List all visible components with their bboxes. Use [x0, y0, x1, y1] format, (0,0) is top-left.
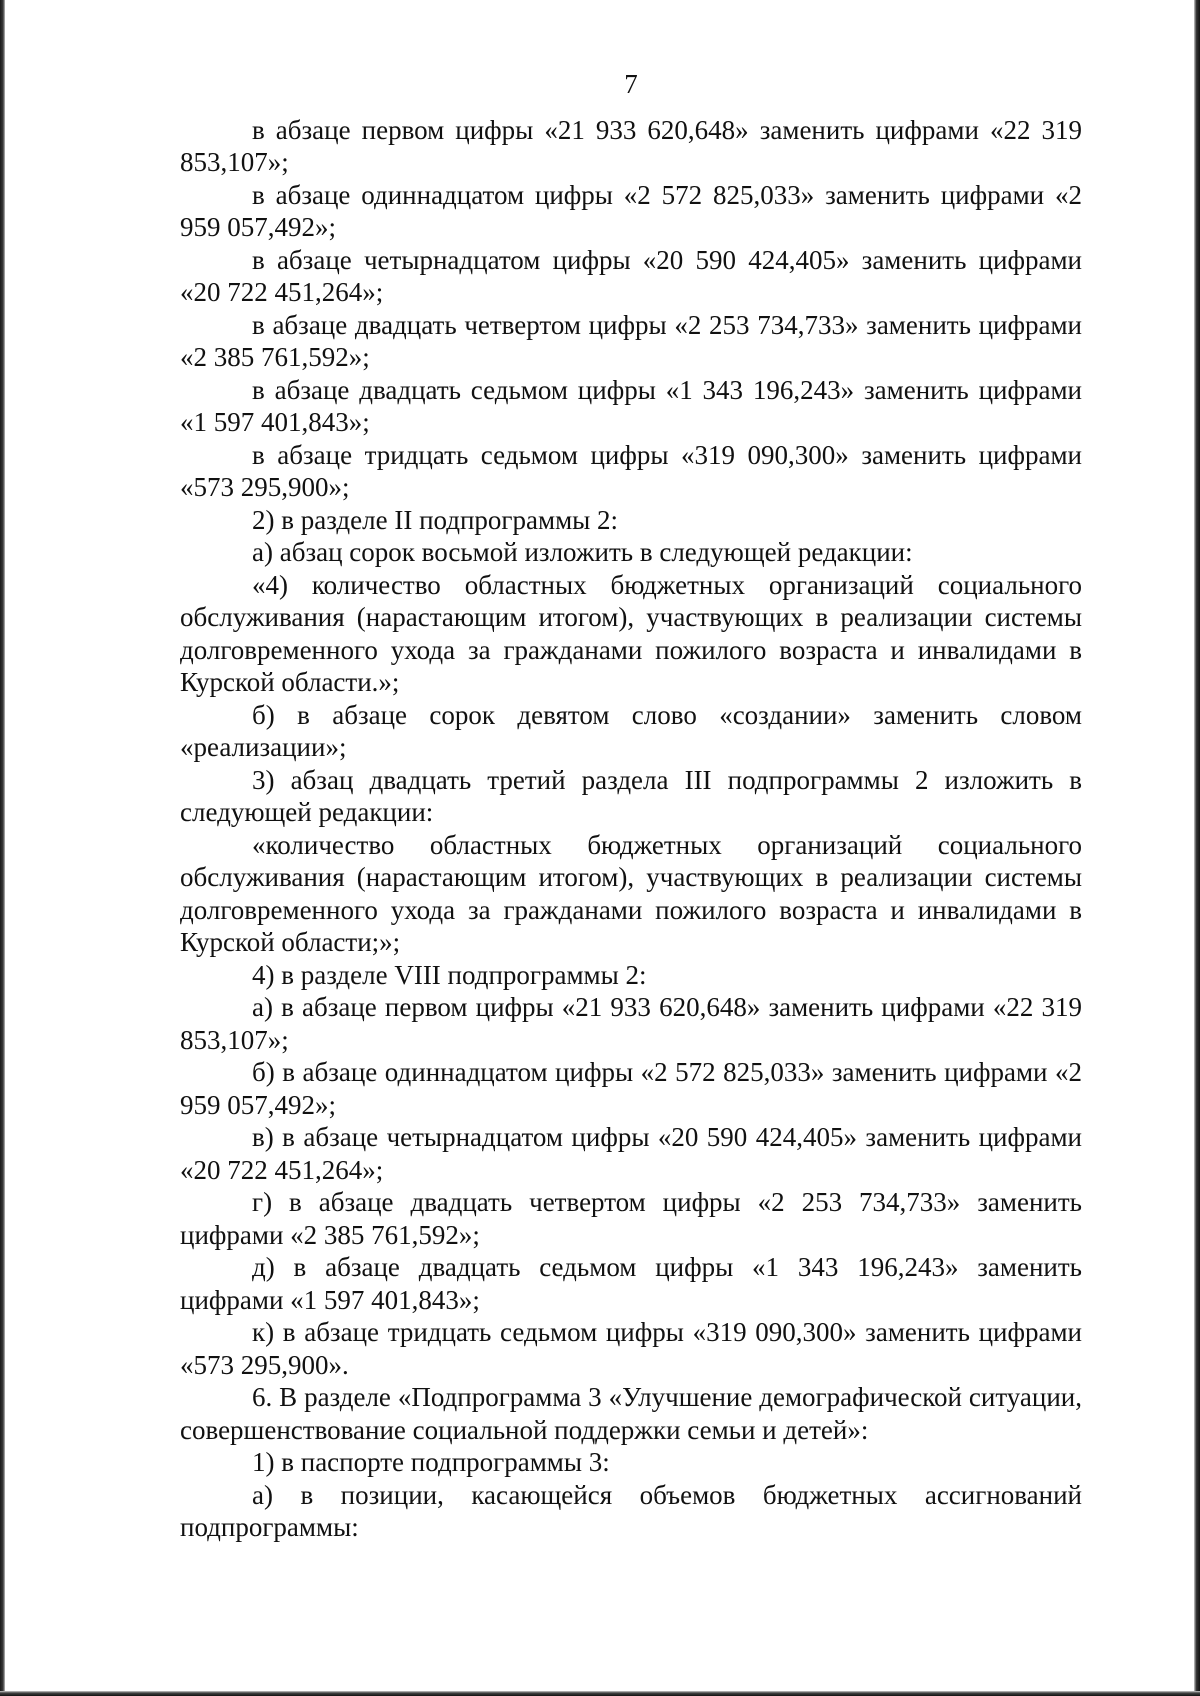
paragraph: 6. В разделе «Подпрограмма 3 «Улучшение демографической ситуации, совершенствование социальной поддержки семьи и детей»:: [180, 1382, 1082, 1445]
paragraph: в абзаце двадцать седьмом цифры «1 343 196,243» заменить цифрами «1 597 401,843»;: [180, 374, 1082, 437]
scan-edge-bottom: [0, 1691, 1200, 1696]
paragraph: «количество областных бюджетных организаций социального обслуживания (нарастающим итогом), участвующих в реализации системы долговременного ухода за гражданами пожилого возраста и инвалидами в Курской области;»;: [180, 829, 1082, 957]
paragraph: а) в абзаце первом цифры «21 933 620,648» заменить цифрами «22 319 853,107»;: [180, 992, 1082, 1055]
paragraph: г) в абзаце двадцать четвертом цифры «2 253 734,733» заменить цифрами «2 385 761,592»;: [180, 1187, 1082, 1250]
paragraph: в абзаце четырнадцатом цифры «20 590 424,405» заменить цифрами «20 722 451,264»;: [180, 244, 1082, 307]
paragraph: 1) в паспорте подпрограммы 3:: [252, 1447, 610, 1477]
paragraph: 3) абзац двадцать третий раздела III подпрограммы 2 изложить в следующей редакции:: [180, 764, 1082, 827]
paragraph: к) в абзаце тридцать седьмом цифры «319 090,300» заменить цифрами «573 295,900».: [180, 1317, 1082, 1380]
paragraph: в абзаце двадцать четвертом цифры «2 253 734,733» заменить цифрами «2 385 761,592»;: [180, 309, 1082, 372]
scan-edge-right: [1194, 0, 1200, 1696]
paragraph: а) абзац сорок восьмой изложить в следующей редакции:: [252, 537, 913, 567]
paragraph: «4) количество областных бюджетных организаций социального обслуживания (нарастающим итогом), участвующих в реализации системы долговременного ухода за гражданами пожилого возраста и инвалидами в Курской области.»;: [180, 569, 1082, 697]
paragraph: в) в абзаце четырнадцатом цифры «20 590 424,405» заменить цифрами «20 722 451,264»;: [180, 1122, 1082, 1185]
paragraph: д) в абзаце двадцать седьмом цифры «1 343 196,243» заменить цифрами «1 597 401,843»;: [180, 1252, 1082, 1315]
paragraph: в абзаце первом цифры «21 933 620,648» заменить цифрами «22 319 853,107»;: [180, 114, 1082, 177]
paragraph: в абзаце тридцать седьмом цифры «319 090,300» заменить цифрами «573 295,900»;: [180, 439, 1082, 502]
page-number: 7: [624, 69, 638, 99]
paragraph: а) в позиции, касающейся объемов бюджетных ассигнований подпрограммы:: [180, 1479, 1082, 1542]
paragraph: б) в абзаце одиннадцатом цифры «2 572 825,033» заменить цифрами «2 959 057,492»;: [180, 1057, 1082, 1120]
paragraph: 2) в разделе II подпрограммы 2:: [252, 504, 619, 535]
paragraph: 4) в разделе VIII подпрограммы 2:: [252, 959, 647, 990]
paragraph: б) в абзаце сорок девятом слово «создании» заменить словом «реализации»;: [180, 699, 1082, 762]
scan-edge-left: [0, 0, 5, 1696]
paragraph: в абзаце одиннадцатом цифры «2 572 825,033» заменить цифрами «2 959 057,492»;: [180, 179, 1082, 242]
document-page: [180, 68, 1082, 1544]
